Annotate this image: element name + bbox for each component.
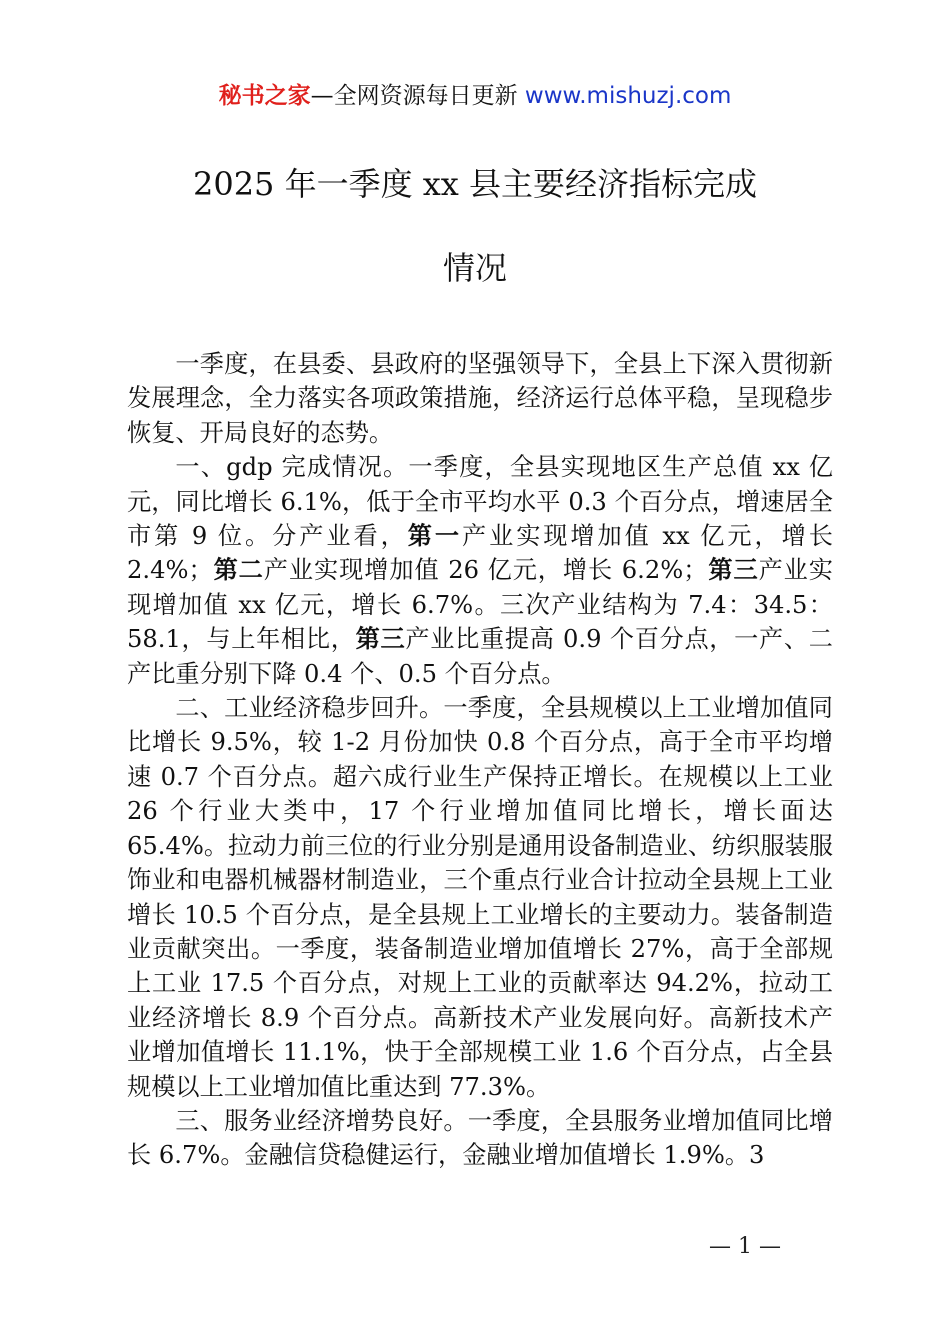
emphasis-second-industry: 第二 bbox=[212, 555, 264, 585]
paragraph-gdp-text-5: 产业比重提高 0.9 个百分点，一产、二产比重分别下降 0.4 个、0.5 个百分点。 bbox=[127, 625, 833, 688]
paragraph-gdp-text-2: 产业实现增加值 xx 亿元，增长 2.4%； bbox=[127, 522, 833, 585]
emphasis-first-industry: 第一 bbox=[407, 521, 462, 551]
paragraph-gdp-text-4: 产业实现增加值 xx 亿元，增长 6.7%。三次产业结构为 7.4：34.5：58.1，与上年相比， bbox=[127, 556, 833, 654]
paragraph-services: 三、服务业经济增势良好。一季度，全县服务业增加值同比增长 6.7%。金融信贷稳健运行，金融业增加值增长 1.9%。3 bbox=[127, 1106, 833, 1170]
emphasis-third-industry: 第三 bbox=[707, 555, 759, 585]
paragraph-industry: 二、工业经济稳步回升。一季度，全县规模以上工业增加值同比增长 9.5%，较 1-2 月份加快 0.8 个百分点，高于全市平均增速 0.7 个百分点。超六成行业生产保持正增长。在规模以上工业 26 个行业大类中，17 个行业增加值同比增长，增长面达 65.4%。拉动力前三位的行业分别是通用设备制造业、纺织服装服饰业和电器机械器材制造业，三个重点行业合计拉动全县规上工业增长 10.5 个百分点，是全县规上工业增长的主要动力。装备制造业贡献突出。一季度，装备制造业增加值增长 27%，高于全部规上工业 17.5 个百分点，对规上工业的贡献率达 94.2%，拉动工业经济增长 8.9 个百分点。高新技术产业发展向好。高新技术产业增加值增长 11.1%，快于全部规模工业 1.6 个百分点，占全县规模以上工业增加值比重达到 77.3%。 bbox=[127, 694, 833, 1101]
paragraph-intro: 一季度，在县委、县政府的坚强领导下，全县上下深入贯彻新发展理念，全力落实各项政策措施，经济运行总体平稳，呈现稳步恢复、开局良好的态势。 bbox=[127, 350, 833, 447]
document-body bbox=[127, 347, 833, 1173]
site-url-link[interactable]: www.mishuzj.com bbox=[524, 83, 732, 109]
paragraph-gdp bbox=[127, 450, 833, 691]
paragraph-gdp-text-1: 一、gdp 完成情况。一季度，全县实现地区生产总值 xx 亿元，同比增长 6.1%，低于全市平均水平 0.3 个百分点，增速居全市第 9 位。分产业看， bbox=[127, 453, 833, 551]
site-brand: 秘书之家 bbox=[218, 83, 311, 109]
site-tagline: —全网资源每日更新 bbox=[310, 83, 525, 109]
emphasis-third-industry-share: 第三 bbox=[355, 624, 406, 654]
site-banner bbox=[0, 80, 950, 112]
document-title bbox=[0, 160, 950, 292]
page-number: — 1 — bbox=[709, 1234, 781, 1259]
document-title-line-1: 2025 年一季度 xx 县主要经济指标完成 bbox=[192, 165, 758, 203]
paragraph-gdp-text-3: 产业实现增加值 26 亿元，增长 6.2%； bbox=[263, 556, 708, 585]
document-title-line-2: 情况 bbox=[442, 249, 507, 287]
